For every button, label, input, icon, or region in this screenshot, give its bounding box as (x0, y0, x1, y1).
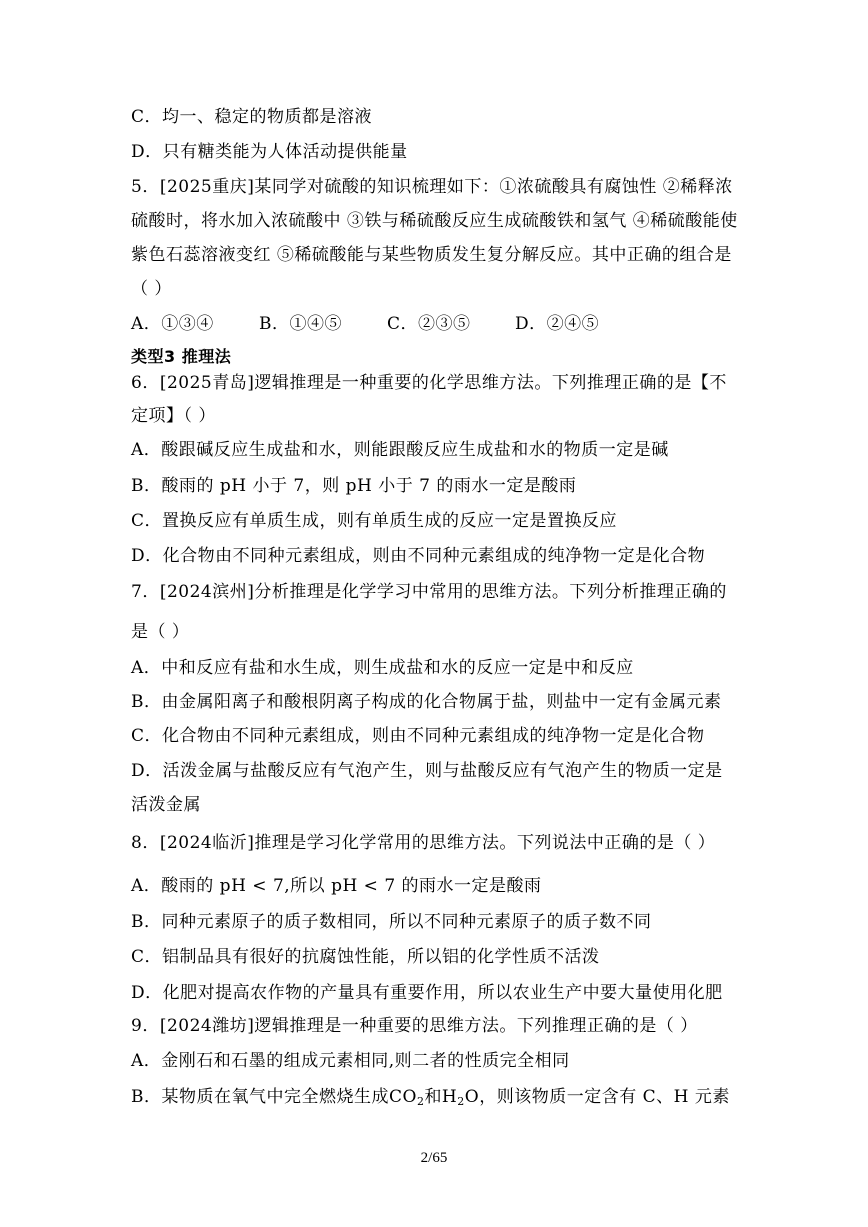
question-5-line: 5．[2025重庆]某同学对硫酸的知识梳理如下：①浓硫酸具有腐蚀性 ②稀释浓 (131, 177, 733, 197)
text-line: D．化肥对提高农作物的产量具有重要作用，所以农业生产中要大量使用化肥 (131, 983, 723, 1003)
text-line: C．均一、稳定的物质都是溶液 (131, 107, 373, 127)
page-number: 2/65 (420, 1150, 448, 1166)
question-6-line: 6．[2025青岛]逻辑推理是一种重要的化学思维方法。下列推理正确的是【不 (131, 373, 727, 393)
text-line: 定项】（ ） (131, 406, 216, 426)
text-line: （ ） (131, 279, 172, 299)
text-line: D．只有糖类能为人体活动提供能量 (131, 142, 408, 162)
option-d: D．②④⑤ (515, 314, 600, 334)
option-a: A．①③④ (131, 314, 214, 334)
text-line: C．化合物由不同种元素组成，则由不同种元素组成的纯净物一定是化合物 (131, 726, 705, 746)
text-line: C．铝制品具有很好的抗腐蚀性能，所以铝的化学性质不活泼 (131, 947, 600, 967)
text-line-formula: B．某物质在氧气中完全燃烧生成$CO_2$和$H_2O$，则该物质一定含有 C、H 元素 (131, 1087, 730, 1108)
text-line: A．金刚石和石墨的组成元素相同,则二者的性质完全相同 (131, 1051, 570, 1071)
text-line: B．由金属阳离子和酸根阴离子构成的化合物属于盐，则盐中一定有金属元素 (131, 692, 722, 712)
text-line: D．化合物由不同种元素组成，则由不同种元素组成的纯净物一定是化合物 (131, 546, 706, 566)
text-line: 硫酸时，将水加入浓硫酸中 ③铁与稀硫酸反应生成硫酸铁和氢气 ④稀硫酸能使 (131, 211, 738, 231)
text-line: A．中和反应有盐和水生成，则生成盐和水的反应一定是中和反应 (131, 658, 634, 678)
question-8-line: 8．[2024临沂]推理是学习化学常用的思维方法。下列说法中正确的是（ ） (131, 833, 716, 853)
text-line: 紫色石蕊溶液变红 ⑤稀硫酸能与某些物质发生复分解反应。其中正确的组合是 (131, 245, 732, 265)
text-line: A．酸跟碱反应生成盐和水，则能跟酸反应生成盐和水的物质一定是碱 (131, 440, 669, 460)
text-line: 是（ ） (131, 622, 190, 642)
text-line: B．酸雨的 pH 小于 7，则 pH 小于 7 的雨水一定是酸雨 (131, 476, 577, 496)
option-b: B．①④⑤ (259, 314, 342, 334)
section-heading: 类型3 推理法 (131, 347, 232, 366)
question-5-options (131, 313, 599, 335)
text-line: C．置换反应有单质生成，则有单质生成的反应一定是置换反应 (131, 511, 618, 531)
question-9-line: 9．[2024潍坊]逻辑推理是一种重要的思维方法。下列推理正确的是（ ） (131, 1016, 698, 1036)
text-line: B．同种元素原子的质子数相同，所以不同种元素原子的质子数不同 (131, 912, 652, 932)
question-7-line: 7．[2024滨州]分析推理是化学学习中常用的思维方法。下列分析推理正确的 (131, 582, 727, 602)
text-line: D．活泼金属与盐酸反应有气泡产生，则与盐酸反应有气泡产生的物质一定是 (131, 761, 723, 781)
option-c: C．②③⑤ (387, 314, 471, 334)
text-line: 活泼金属 (131, 795, 201, 815)
text-line: A．酸雨的 pH < 7,所以 pH < 7 的雨水一定是酸雨 (131, 876, 542, 896)
